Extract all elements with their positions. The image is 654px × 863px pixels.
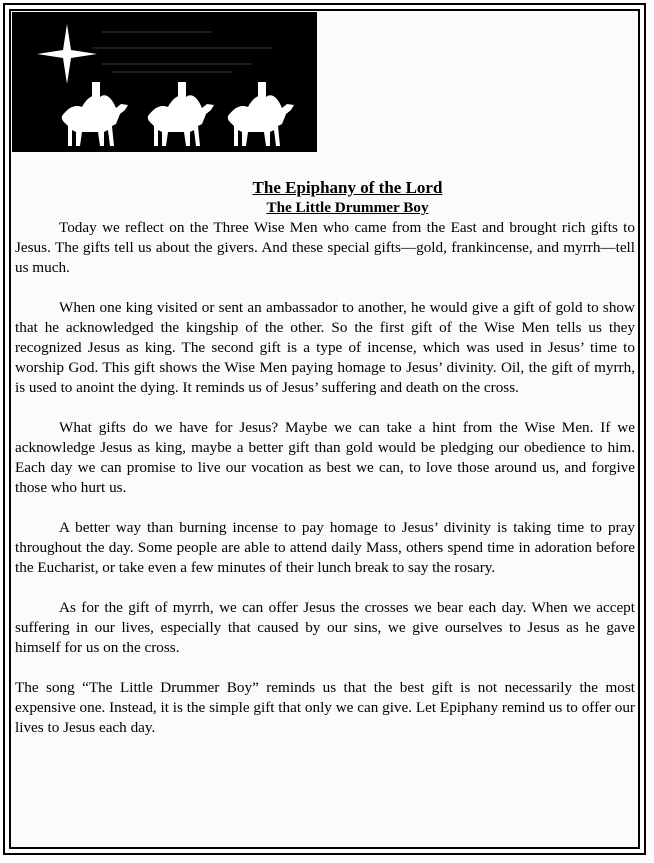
article	[15, 178, 635, 758]
paragraph-1: Today we reflect on the Three Wise Men who came from the East and brought rich gifts to Jesus. The gifts tell us about the givers. And these special gifts—gold, frankincense, and myrrh—tell us much.	[15, 219, 635, 276]
paragraph-2: When one king visited or sent an ambassador to another, he would give a gift of gold to show that he acknowledged the kingship of the other. So the first gift of the Wise Men tells us they recognized Jesus as king. The second gift is a type of incense, which was used in Jesus’ time to worship God. This gift shows the Wise Men paying homage to Jesus’ divinity. Oil, the gift of myrrh, is used to anoint the dying. It reminds us of Jesus’ suffering and death on the cross.	[15, 299, 635, 396]
article-title: The Epiphany of the Lord	[252, 178, 443, 197]
wise-men-banner	[12, 12, 317, 152]
paragraph-5: As for the gift of myrrh, we can offer Jesus the crosses we bear each day. When we accept suffering in our lives, especially that caused by our sins, we give ourselves to Jesus as he gave himself for us on the cross.	[15, 599, 635, 656]
paragraph-3: What gifts do we have for Jesus? Maybe we can take a hint from the Wise Men. If we acknowledge Jesus as king, maybe a better gift than gold would be pledging our obedience to him. Each day we can promise to live our vocation as best we can, to love those around us, and forgive those who hurt us.	[15, 419, 635, 496]
article-subtitle: The Little Drummer Boy	[266, 199, 429, 216]
paragraph-6: The song “The Little Drummer Boy” reminds us that the best gift is not necessarily the most expensive one. Instead, it is the simple gift that only we can give. Let Epiphany remind us to offer our lives to Jesus each day.	[15, 679, 635, 736]
star-and-camels-icon	[12, 12, 313, 152]
paragraph-4: A better way than burning incense to pay homage to Jesus’ divinity is taking time to pray throughout the day. Some people are able to attend daily Mass, others spend time in adoration before the Eucharist, or take even a few minutes of their lunch break to say the rosary.	[15, 519, 635, 576]
